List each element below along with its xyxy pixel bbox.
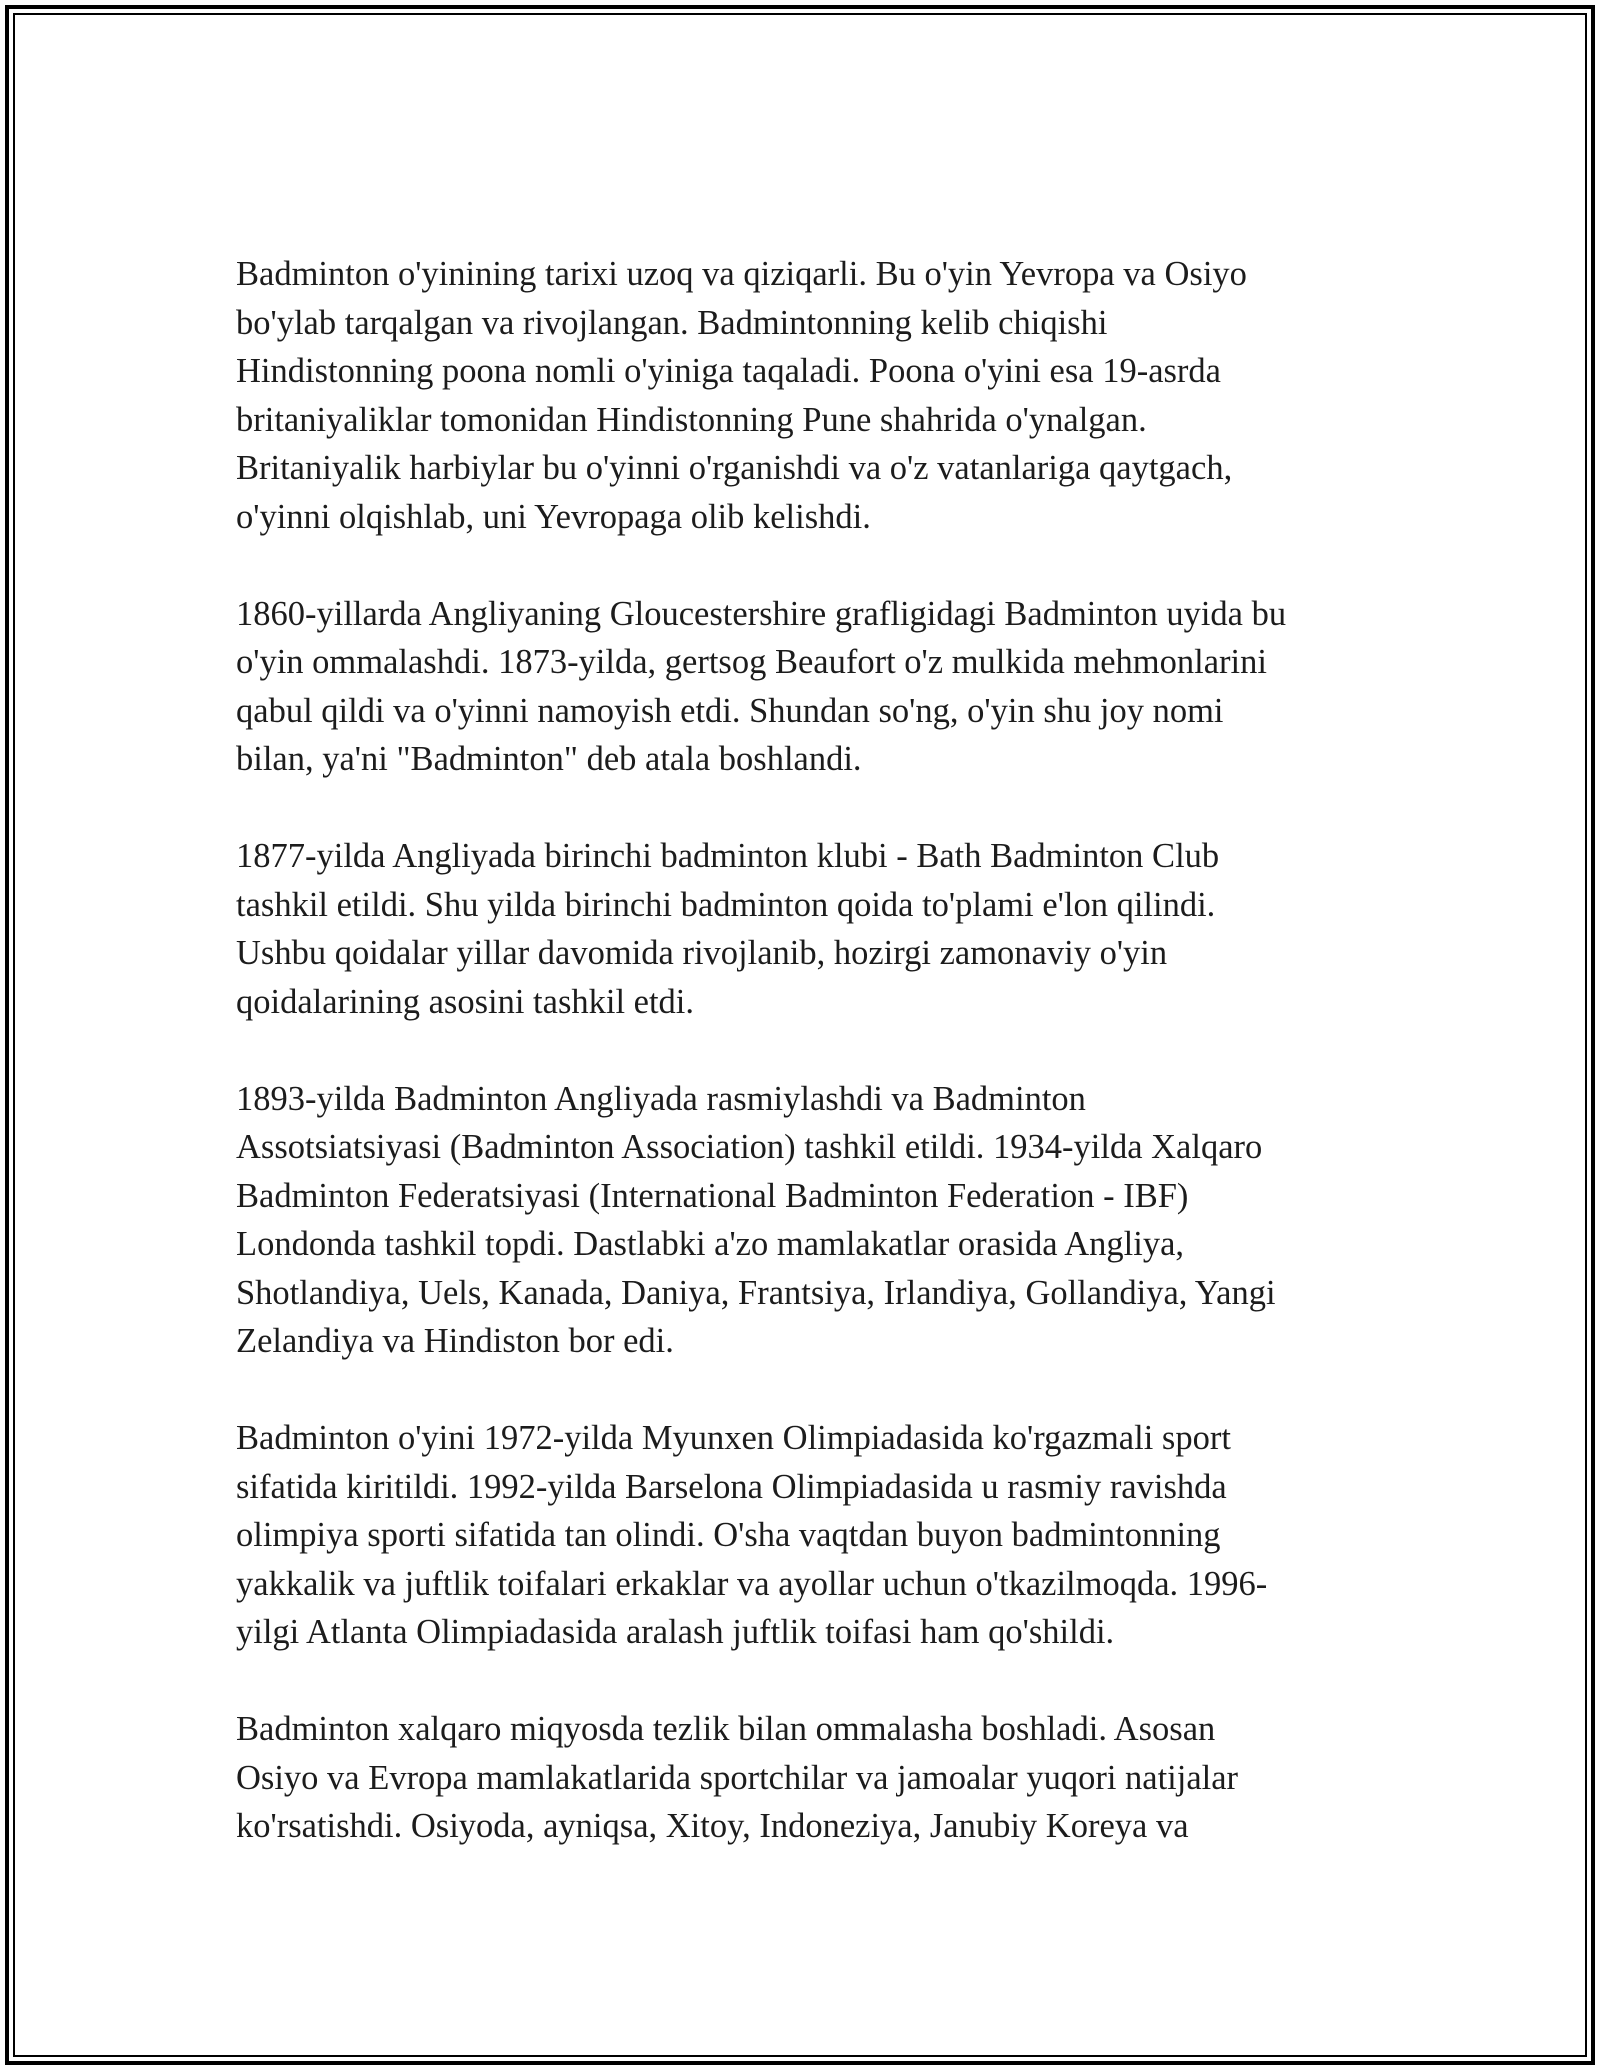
text-line: bilan, ya'ni "Badminton" deb atala boshlandi. — [236, 740, 862, 778]
paragraph-5 — [236, 1414, 1371, 1657]
text-line: Badminton Federatsiyasi (International Badminton Federation - IBF) — [236, 1176, 1189, 1215]
text-line: Osiyo va Evropa mamlakatlarida sportchilar va jamoalar yuqori natijalar — [236, 1758, 1239, 1797]
text-line: Assotsiatsiyasi (Badminton Association) tashkil etildi. 1934-yilda Xalqaro — [236, 1128, 1263, 1166]
document-body — [236, 250, 1371, 1899]
text-line: 1877-yilda Angliyada birinchi badminton klubi - Bath Badminton Club — [236, 837, 1220, 875]
text-line: tashkil etildi. Shu yilda birinchi badminton qoida to'plami e'lon qilindi. — [236, 885, 1216, 924]
paragraph-4 — [236, 1075, 1371, 1366]
paragraph-1 — [236, 250, 1371, 541]
text-line: bo'ylab tarqalgan va rivojlangan. Badmintonning kelib chiqishi — [236, 303, 1108, 342]
text-line: olimpiya sporti sifatida tan olindi. O'sha vaqtdan buyon badmintonning — [236, 1516, 1221, 1554]
text-line: 1860-yillarda Angliyaning Gloucestershire grafligidagi Badminton uyida bu — [236, 594, 1287, 633]
text-line: yilgi Atlanta Olimpiadasida aralash juftlik toifasi ham qo'shildi. — [236, 1613, 1115, 1651]
text-line: o'yinni olqishlab, uni Yevropaga olib kelishdi. — [236, 497, 871, 536]
text-line: 1893-yilda Badminton Angliyada rasmiylashdi va Badminton — [236, 1079, 1086, 1118]
paragraph-3 — [236, 832, 1371, 1026]
text-line: Zelandiya va Hindiston bor edi. — [236, 1322, 674, 1360]
text-line: sifatida kiritildi. 1992-yilda Barselona Olimpiadasida u rasmiy ravishda — [236, 1467, 1227, 1506]
text-line: Shotlandiya, Uels, Kanada, Daniya, Frantsiya, Irlandiya, Gollandiya, Yangi — [236, 1273, 1276, 1312]
text-line: yakkalik va juftlik toifalari erkaklar va ayollar uchun o'tkazilmoqda. 1996- — [236, 1564, 1268, 1603]
paragraph-6 — [236, 1705, 1371, 1851]
text-line: Londonda tashkil topdi. Dastlabki a'zo mamlakatlar orasida Angliya, — [236, 1225, 1185, 1263]
text-line: Badminton o'yinining tarixi uzoq va qiziqarli. Bu o'yin Yevropa va Osiyo — [236, 255, 1247, 293]
text-line: qabul qildi va o'yinni namoyish etdi. Shundan so'ng, o'yin shu joy nomi — [236, 691, 1224, 730]
text-line: britaniyaliklar tomonidan Hindistonning Pune shahrida o'ynalgan. — [236, 400, 1147, 439]
text-line: Badminton o'yini 1972-yilda Myunxen Olimpiadasida ko'rgazmali sport — [236, 1419, 1231, 1457]
text-line: Hindistonning poona nomli o'yiniga taqaladi. Poona o'yini esa 19-asrda — [236, 352, 1221, 390]
text-line: o'yin ommalashdi. 1873-yilda, gertsog Beaufort o'z mulkida mehmonlarini — [236, 643, 1267, 681]
paragraph-2 — [236, 590, 1371, 784]
text-line: qoidalarining asosini tashkil etdi. — [236, 982, 695, 1021]
text-line: Badminton xalqaro miqyosda tezlik bilan ommalasha boshladi. Asosan — [236, 1710, 1216, 1748]
text-line: Britaniyalik harbiylar bu o'yinni o'rganishdi va o'z vatanlariga qaytgach, — [236, 449, 1233, 487]
text-line: Ushbu qoidalar yillar davomida rivojlanib, hozirgi zamonaviy o'yin — [236, 934, 1168, 972]
text-line: ko'rsatishdi. Osiyoda, ayniqsa, Xitoy, Indoneziya, Janubiy Koreya va — [236, 1807, 1189, 1845]
